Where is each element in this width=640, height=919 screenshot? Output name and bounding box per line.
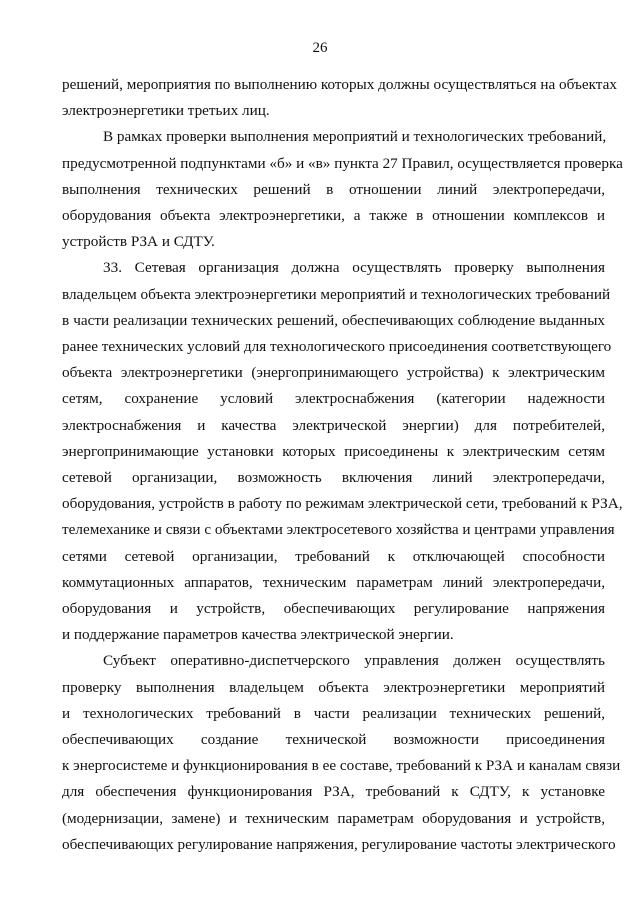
text-line: и технологических требований в части реализации технических решений, [62, 704, 605, 722]
text-line: электроэнергетики третьих лиц. [62, 102, 270, 120]
page-number: 26 [312, 40, 328, 56]
text-line: оборудования, устройств в работу по режимам электрической сети, требований к РЗА, [62, 495, 623, 513]
text-line: энергопринимающие установки которых присоединены к электрическим сетям [62, 442, 605, 460]
text-line: ранее технических условий для технологического присоединения соответствующего [62, 338, 612, 355]
text-line: предусмотренной подпунктами «б» и «в» пункта 27 Правил, осуществляется проверка [62, 154, 623, 172]
text-line: Субъект оперативно-диспетчерского управления должен осуществлять [103, 652, 605, 670]
text-line: и поддержание параметров качества электрической энергии. [62, 626, 454, 644]
text-line: сетевой организации, возможность включения линий электропередачи, [62, 469, 605, 486]
text-line: оборудования и устройств, обеспечивающих регулирование напряжения [62, 600, 605, 617]
text-line: сетям, сохранение условий электроснабжения (категории надежности [62, 390, 605, 408]
text-line: владельцем объекта электроэнергетики мероприятий и технологических требований [62, 285, 611, 303]
text-line: выполнения технических решений в отношении линий электропередачи, [62, 180, 605, 198]
text-line: объекта электроэнергетики (энергопринимающего устройства) к электрическим [62, 364, 605, 382]
text-line: оборудования объекта электроэнергетики, а также в отношении комплексов и [62, 207, 605, 224]
text-line: обеспечивающих регулирование напряжения, регулирование частоты электрического [62, 835, 616, 853]
text-line: В рамках проверки выполнения мероприятий и технологических требований, [103, 128, 607, 146]
text-line: обеспечивающих создание технической возможности присоединения [62, 731, 605, 748]
text-line: к энергосистеме и функционирования в ее составе, требований к РЗА и каналам связи [62, 757, 621, 775]
text-line: сетями сетевой организации, требований к отключающей способности [62, 547, 605, 565]
text-line: коммутационных аппаратов, техническим параметрам линий электропередачи, [62, 573, 605, 591]
text-line: в части реализации технических решений, обеспечивающих соблюдение выданных [62, 311, 605, 329]
text-line: (модернизации, замене) и техническим параметрам оборудования и устройств, [62, 809, 605, 827]
text-line: проверку выполнения владельцем объекта электроэнергетики мероприятий [62, 678, 605, 696]
text-line: 33. Сетевая организация должна осуществлять проверку выполнения [103, 259, 605, 277]
text-line: телемеханике и связи с объектами электросетевого хозяйства и центрами управления [62, 521, 615, 539]
text-line: для обеспечения функционирования РЗА, требований к СДТУ, к установке [62, 783, 605, 801]
text-line: устройств РЗА и СДТУ. [62, 233, 215, 251]
text-line: решений, мероприятия по выполнению которых должны осуществляться на объектах [62, 76, 617, 93]
text-line: электроснабжения и качества электрической энергии) для потребителей, [62, 416, 605, 434]
